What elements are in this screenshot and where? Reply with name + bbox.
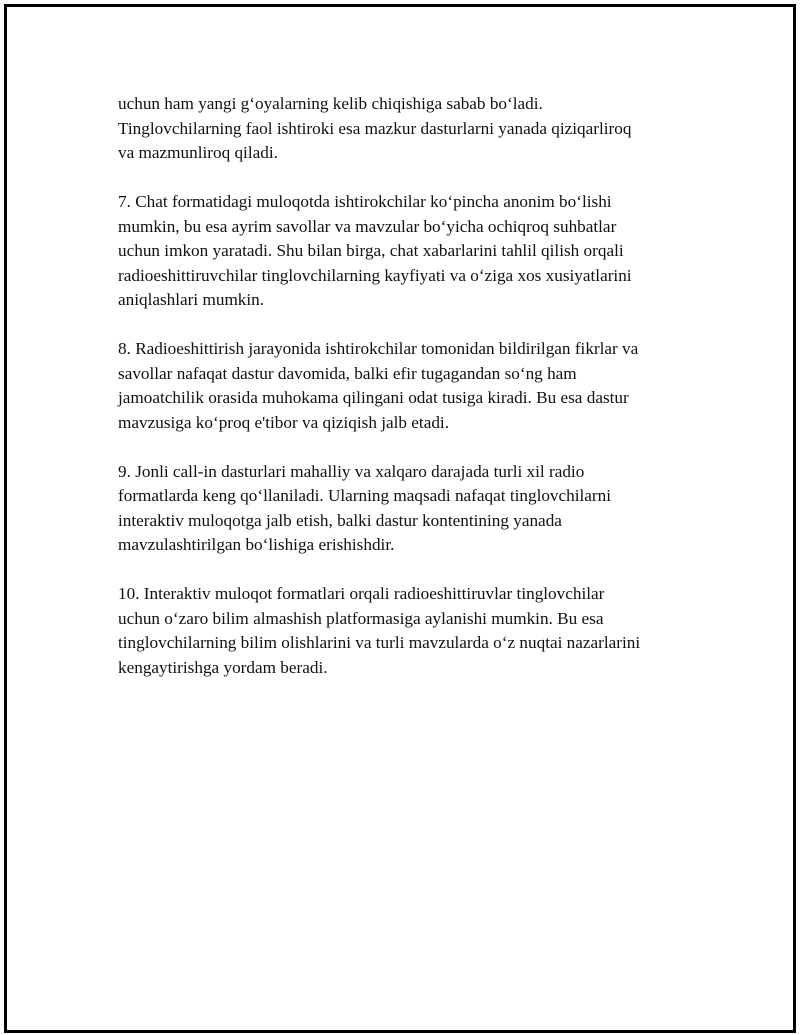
paragraph-continuation <box>118 92 688 166</box>
text-line: uchun o‘zaro bilim almashish platformasiga aylanishi mumkin. Bu esa <box>118 608 604 628</box>
paragraph-7 <box>118 190 688 313</box>
text-line: 7. Chat formatidagi muloqotda ishtirokchilar ko‘pincha anonim bo‘lishi <box>118 192 612 211</box>
text-line: jamoatchilik orasida muhokama qilingani odat tusiga kiradi. Bu esa dastur <box>118 388 629 407</box>
text-line: uchun ham yangi g‘oyalarning kelib chiqishiga sabab bo‘ladi. <box>118 94 543 113</box>
text-line: tinglovchilarning bilim olishlarini va turli mavzularda o‘z nuqtai nazarlarini <box>118 633 641 652</box>
text-line: mavzusiga ko‘proq e'tibor va qiziqish jalb etadi. <box>118 412 450 432</box>
text-line: Tinglovchilarning faol ishtiroki esa mazkur dasturlarni yanada qiziqarliroq <box>118 118 632 138</box>
text-line: mavzulashtirilgan bo‘lishiga erishishdir. <box>118 535 395 554</box>
text-line: kengaytirishga yordam beradi. <box>118 657 328 677</box>
text-line: formatlarda keng qo‘llaniladi. Ularning maqsadi nafaqat tinglovchilarni <box>118 486 612 505</box>
document-body <box>118 92 688 705</box>
text-line: interaktiv muloqotga jalb etish, balki dastur kontentining yanada <box>118 510 562 530</box>
text-line: radioeshittiruvchilar tinglovchilarning kayfiyati va o‘ziga xos xusiyatlarini <box>118 265 632 285</box>
paragraph-8 <box>118 337 688 435</box>
text-line: uchun imkon yaratadi. Shu bilan birga, chat xabarlarini tahlil qilish orqali <box>118 241 624 260</box>
text-line: aniqlashlari mumkin. <box>118 290 265 309</box>
text-line: 9. Jonli call-in dasturlari mahalliy va xalqaro darajada turli xil radio <box>118 461 585 481</box>
text-line: va mazmunliroq qiladi. <box>118 143 278 162</box>
text-line: 8. Radioeshittirish jarayonida ishtirokchilar tomonidan bildirilgan fikrlar va <box>118 339 639 358</box>
text-line: mumkin, bu esa ayrim savollar va mavzular bo‘yicha ochiqroq suhbatlar <box>118 216 617 236</box>
text-line: 10. Interaktiv muloqot formatlari orqali radioeshittiruvlar tinglovchilar <box>118 584 605 603</box>
paragraph-9 <box>118 460 688 558</box>
text-line: savollar nafaqat dastur davomida, balki efir tugagandan so‘ng ham <box>118 363 577 383</box>
paragraph-10 <box>118 582 688 680</box>
